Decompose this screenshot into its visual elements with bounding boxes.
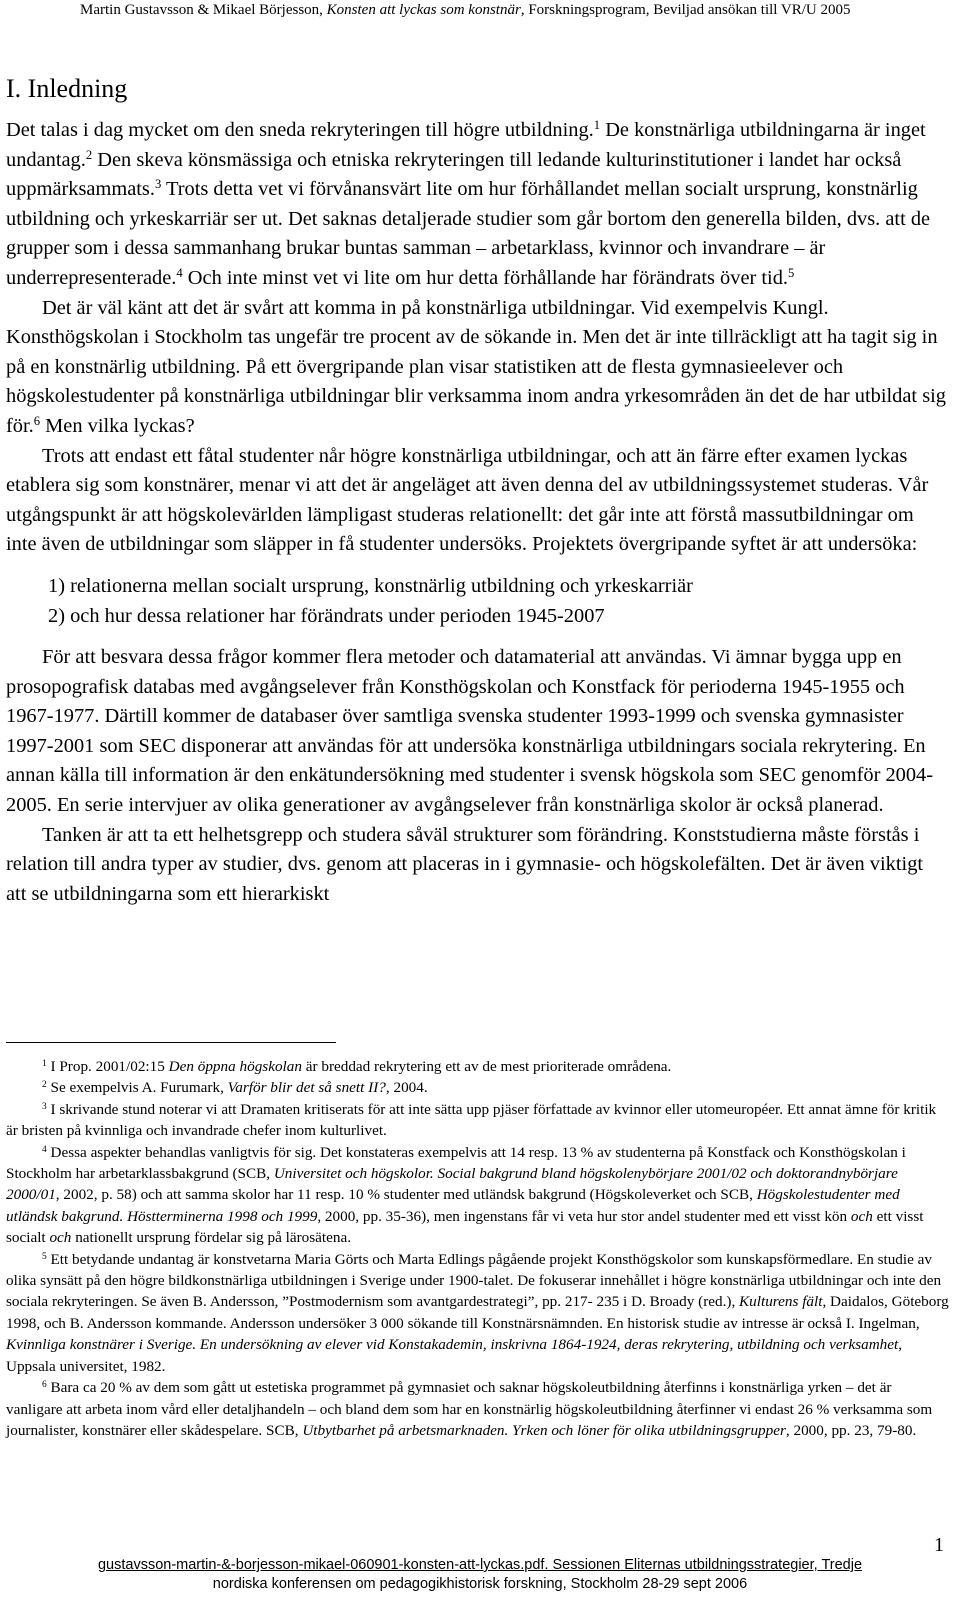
paragraph-1: Det talas i dag mycket om den sneda rekryteringen till högre utbildning.$^1$ De konstnärliga utbildningarna är inget undantag.$^2$ Den skeva könsmässiga och etniska rekryteringen till ledande kulturinstitutioner i landet har också uppmärksammats.$^3$ Trots detta vet vi förvånansvärt lite om hur förhållandet mellan socialt ursprung, konstnärlig utbildning och yrkeskarriär ser ut. Det saknas detaljerade studier som går bortom den generella bilden, dvs. att de grupper som i dessa sammanhang brukar buntas samman – arbetarklass, kvinnor och invandrare – är underrepresenterade.$^4$ Och inte minst vet vi lite om hur detta förhållande har förändrats över tid.$^5$	[6, 118, 931, 289]
running-header	[80, 2, 950, 19]
footnote-ref-4[interactable]: 4	[176, 266, 183, 281]
page-footer	[0, 1556, 960, 1594]
footnote-3: $^3$ I skrivande stund noterar vi att Dramaten kritiserats för att inte sätta upp pjäser författade av kvinnor eller utomeuropéer. Ett annat ämne för kritik är bristen på kvinnliga och invandrade chefer inom kulturlivet.	[6, 1100, 937, 1140]
footnote-separator	[6, 1042, 336, 1043]
header-grant-info: , Forskningsprogram, Beviljad ansökan till VR/U 2005	[520, 2, 851, 18]
footnote-ref-2[interactable]: 2	[85, 147, 93, 162]
header-title: Konsten att lyckas som konstnär	[326, 2, 521, 18]
footnote-6: $^6$ Bara ca 20 % av dem som gått ut estetiska programmet på gymnasiet och saknar högskoleutbildning återfinns i konstnärliga yrken – det är vanligare att arbeta inom vård eller detaljhandeln – och bland dem som har en konstnärlig högskoleutbildning återfinner vi endast 26 % verksamma som journalister, konstnärer eller skådespelare. SCB, Utbytbarhet på arbetsmarknaden. Yrken och löner för olika utbildningsgrupper, 2000, pp. 23, 79-80.	[6, 1379, 933, 1439]
footnote-ref-6[interactable]: 6	[33, 413, 41, 428]
paragraph-5: Tanken är att ta ett helhetsgrepp och studera såväl strukturer som förändring. Konststudierna måste förstås i relation till andra typer av studier, dvs. genom att placeras in i gymnasie- och högskolefälten. Det är även viktigt att se utbildningarna som ett hierarkiskt	[6, 823, 924, 905]
footnotes	[6, 1056, 950, 1441]
paragraph-2: Det är väl känt att det är svårt att komma in på konstnärliga utbildningar. Vid exempelvis Kungl. Konsthögskolan i Stockholm tas ungefär tre procent av de sökande in. Men det är inte tillräckligt att ha tagit sig in på en konstnärlig utbildning. På ett övergripande plan visar statistiken att de flesta gymnasieelever och högskolestudenter på konstnärliga utbildningar blir verksamma inom andra yrkesområden än det de har utbildat sig för.$^6$ Men vilka lyckas?	[6, 296, 946, 437]
footnote-ref-5[interactable]: 5	[788, 266, 795, 281]
footer-source-line: gustavsson-martin-&-borjesson-mikael-060901-konsten-att-lyckas.pdf. Sessionen Eliternas utbildningsstrategier, Tredje	[97, 1557, 863, 1573]
footnote-ref-3[interactable]: 3	[154, 177, 162, 192]
page-number: 1	[934, 1534, 944, 1556]
aims-list	[6, 572, 946, 631]
footnote-2: $^2$ Se exempelvis A. Furumark, Varför blir det så snett II?, 2004.	[42, 1079, 428, 1097]
header-authors: Martin Gustavsson & Mikael Börjesson,	[80, 2, 327, 18]
paragraph-4: För att besvara dessa frågor kommer flera metoder och datamaterial att användas. Vi ämnar bygga upp en prosopografisk databas med avgångselever från Konsthögskolan och Konstfack för perioderna 1945-1955 och 1967-1977. Därtill kommer de databaser över samtliga svenska studenter 1993-1999 och svenska gymnasister 1997-2001 som SEC disponerar att användas för att undersöka konstnärliga utbildningars sociala rekrytering. En annan källa till information är den enkätundersökning med studenter i svensk högskola som SEC genomför 2004-2005. En serie intervjuer av olika generationer av avgångselever från konstnärliga skolor är också planerad.	[6, 646, 934, 817]
section-heading: I. Inledning	[6, 74, 128, 103]
paragraph-3: Trots att endast ett fåtal studenter når högre konstnärliga utbildningar, och att än färre efter examen lyckas etablera sig som konstnärer, menar vi att det är angeläget att även denna del av utbildningssystemet studeras. Vår utgångspunkt är att högskolevärlden lämpligast studeras relationellt: det går inte att förstå massutbildningar om inte även de utbildningar som släpper in få studenter undersöks. Projektets övergripande syftet är att undersöka:	[6, 444, 929, 556]
footnote-ref-1[interactable]: 1	[593, 118, 601, 133]
footer-conference-line: nordiska konferensen om pedagogikhistorisk forskning, Stockholm 28-29 sept 2006	[212, 1576, 748, 1592]
list-item: 2) och hur dessa relationer har förändrats under perioden 1945-2007	[48, 604, 605, 627]
list-item: 1) relationerna mellan socialt ursprung, konstnärlig utbildning och yrkeskarriär	[48, 574, 693, 597]
footnote-1: $^1$ I Prop. 2001/02:15 Den öppna högskolan är breddad rekrytering ett av de mest prioriterade områdena.	[42, 1058, 672, 1075]
footnote-5: $^5$ Ett betydande undantag är konstvetarna Maria Görts och Marta Edlings pågående projekt Konsthögskolor som kunskapsförmedlare. En studie av olika synsätt på den högre bildkonstnärliga utbildningen i Sverige under 1900-talet. De fokuserar innehållet i högre konstnärliga utbildningar och inte den sociala rekryteringen. Se även B. Andersson, ”Postmodernism som avantgardestrategi”, pp. 217- 235 i D. Broady (red.), Kulturens fält, Daidalos, Göteborg 1998, och B. Andersson kommande. Andersson undersöker 3 000 sökande till Konstnärsnämnden. En historisk studie av intresse är också I. Ingelman, Kvinnliga konstnärer i Sverige. En undersökning av elever vid Konstakademin, inskrivna 1864-1924, deras rekrytering, utbildning och verksamhet, Uppsala universitet, 1982.	[6, 1250, 949, 1375]
body-text	[6, 116, 946, 909]
footnote-4: $^4$ Dessa aspekter behandlas vanligtvis för sig. Det konstateras exempelvis att 14 resp. 13 % av studenterna på Konstfack och Konsthögskolan i Stockholm har arbetarklassbakgrund (SCB, Universitet och högskolor. Social bakgrund bland högskolenybörjare 2001/02 och doktorandnybörjare 2000/01, 2002, p. 58) och att samma skolor har 11 resp. 10 % studenter med utländsk bakgrund (Högskoleverket och SCB, Högskolestudenter med utländsk bakgrund. Höstterminerna 1998 och 1999, 2000, pp. 35-36), men ingenstans får vi veta hur stor andel studenter med ett visst kön och ett visst socialt och nationellt ursprung fördelar sig på lärosätena.	[6, 1143, 924, 1247]
